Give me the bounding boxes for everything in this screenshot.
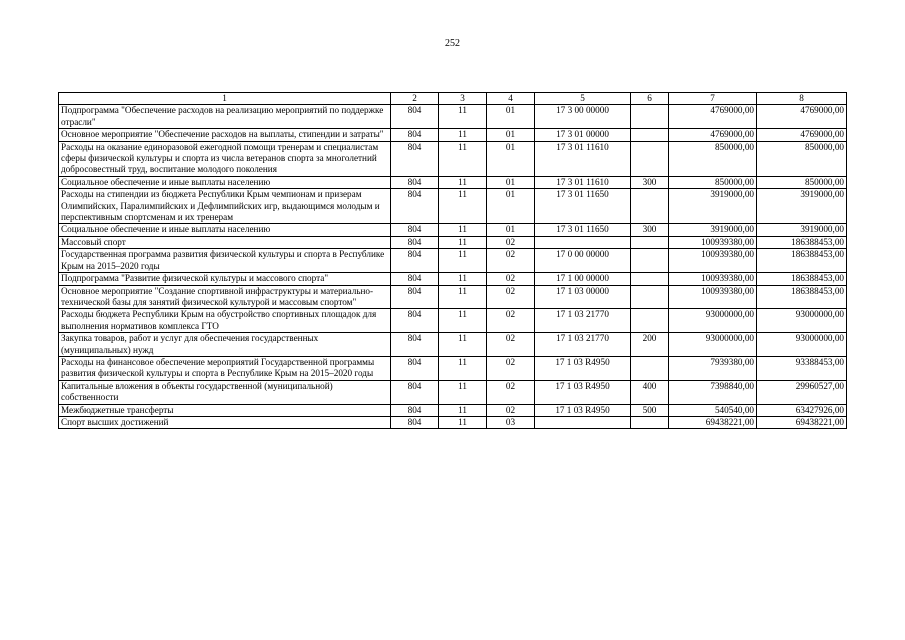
cell-expense-type (631, 141, 669, 176)
cell-amount-col8: 69438221,00 (757, 416, 847, 428)
cell-expense-type (631, 249, 669, 273)
cell-amount-col7: 7939380,00 (669, 356, 757, 380)
cell-amount-col8: 850000,00 (757, 176, 847, 188)
cell-subsection: 01 (487, 129, 535, 141)
cell-amount-col7: 850000,00 (669, 141, 757, 176)
cell-amount-col7: 7398840,00 (669, 380, 757, 404)
cell-subsection: 02 (487, 380, 535, 404)
cell-ministry-code: 804 (391, 224, 439, 236)
cell-section: 11 (439, 105, 487, 129)
cell-name: Основное мероприятие "Создание спортивной инфраструктуры и материально-технической базы для занятий физической культурой и массовым спортом" (59, 285, 391, 309)
cell-name: Основное мероприятие "Обеспечение расходов на выплаты, стипендии и затраты" (59, 129, 391, 141)
cell-ministry-code: 804 (391, 236, 439, 248)
col-header: 5 (535, 93, 631, 105)
cell-expense-type: 200 (631, 333, 669, 357)
cell-target-article: 17 1 00 00000 (535, 273, 631, 285)
col-header: 2 (391, 93, 439, 105)
table-row (59, 380, 847, 404)
cell-subsection: 02 (487, 273, 535, 285)
cell-ministry-code: 804 (391, 404, 439, 416)
cell-target-article: 17 1 03 R4950 (535, 356, 631, 380)
cell-subsection: 01 (487, 105, 535, 129)
table-row (59, 285, 847, 309)
cell-amount-col7: 69438221,00 (669, 416, 757, 428)
cell-amount-col8: 93000000,00 (757, 309, 847, 333)
cell-target-article (535, 416, 631, 428)
cell-ministry-code: 804 (391, 285, 439, 309)
cell-section: 11 (439, 356, 487, 380)
cell-section: 11 (439, 380, 487, 404)
cell-amount-col8: 29960527,00 (757, 380, 847, 404)
cell-amount-col8: 93388453,00 (757, 356, 847, 380)
cell-amount-col7: 4769000,00 (669, 105, 757, 129)
cell-name: Закупка товаров, работ и услуг для обеспечения государственных (муниципальных) нужд (59, 333, 391, 357)
cell-subsection: 02 (487, 249, 535, 273)
cell-amount-col8: 4769000,00 (757, 129, 847, 141)
cell-name: Расходы на оказание единоразовой ежегодной помощи тренерам и специалистам сферы физической культуры и спорта из числа ветеранов спорта за многолетний добросовестный труд, воспитание молодого поколения (59, 141, 391, 176)
cell-amount-col7: 850000,00 (669, 176, 757, 188)
cell-name: Расходы бюджета Республики Крым на обустройство спортивных площадок для выполнения нормативов комплекса ГТО (59, 309, 391, 333)
cell-section: 11 (439, 285, 487, 309)
cell-ministry-code: 804 (391, 333, 439, 357)
cell-name: Межбюджетные трансферты (59, 404, 391, 416)
cell-amount-col8: 850000,00 (757, 141, 847, 176)
cell-subsection: 02 (487, 404, 535, 416)
cell-ministry-code: 804 (391, 356, 439, 380)
table-row (59, 105, 847, 129)
cell-expense-type: 300 (631, 224, 669, 236)
cell-name: Расходы на стипендии из бюджета Республики Крым чемпионам и призерам Олимпийских, Паралимпийских и Дефлимпийских игр, выдающимся молодым и перспективным спортсменам и их тренерам (59, 189, 391, 224)
cell-target-article: 17 1 03 21770 (535, 333, 631, 357)
cell-ministry-code: 804 (391, 309, 439, 333)
cell-amount-col7: 93000000,00 (669, 333, 757, 357)
cell-name: Социальное обеспечение и иные выплаты населению (59, 224, 391, 236)
cell-section: 11 (439, 416, 487, 428)
cell-ministry-code: 804 (391, 249, 439, 273)
cell-amount-col7: 100939380,00 (669, 285, 757, 309)
cell-ministry-code: 804 (391, 129, 439, 141)
cell-section: 11 (439, 176, 487, 188)
header-row (59, 93, 847, 105)
cell-name: Социальное обеспечение и иные выплаты населению (59, 176, 391, 188)
cell-section: 11 (439, 224, 487, 236)
cell-amount-col8: 3919000,00 (757, 189, 847, 224)
cell-expense-type (631, 285, 669, 309)
cell-expense-type (631, 309, 669, 333)
cell-expense-type (631, 236, 669, 248)
cell-target-article: 17 3 01 00000 (535, 129, 631, 141)
cell-subsection: 02 (487, 356, 535, 380)
cell-ministry-code: 804 (391, 380, 439, 404)
table-row (59, 404, 847, 416)
cell-target-article: 17 0 00 00000 (535, 249, 631, 273)
cell-amount-col7: 3919000,00 (669, 224, 757, 236)
table-row (59, 224, 847, 236)
cell-subsection: 01 (487, 176, 535, 188)
cell-expense-type (631, 105, 669, 129)
cell-expense-type (631, 189, 669, 224)
table-row (59, 249, 847, 273)
cell-amount-col7: 540540,00 (669, 404, 757, 416)
table-row (59, 333, 847, 357)
cell-subsection: 02 (487, 309, 535, 333)
cell-section: 11 (439, 309, 487, 333)
cell-amount-col8: 3919000,00 (757, 224, 847, 236)
col-header: 4 (487, 93, 535, 105)
cell-name: Расходы на финансовое обеспечение мероприятий Государственной программы развития физической культуры и спорта в Республике Крым на 2015–2020 годы (59, 356, 391, 380)
cell-subsection: 02 (487, 236, 535, 248)
cell-amount-col7: 3919000,00 (669, 189, 757, 224)
cell-name: Спорт высших достижений (59, 416, 391, 428)
cell-target-article (535, 236, 631, 248)
cell-amount-col8: 4769000,00 (757, 105, 847, 129)
table-row (59, 356, 847, 380)
cell-target-article: 17 1 03 00000 (535, 285, 631, 309)
cell-amount-col7: 100939380,00 (669, 236, 757, 248)
col-header: 6 (631, 93, 669, 105)
table-row (59, 189, 847, 224)
table-row (59, 236, 847, 248)
cell-amount-col8: 186388453,00 (757, 249, 847, 273)
cell-amount-col8: 186388453,00 (757, 285, 847, 309)
cell-target-article: 17 1 03 R4950 (535, 380, 631, 404)
cell-section: 11 (439, 273, 487, 285)
cell-amount-col8: 186388453,00 (757, 236, 847, 248)
cell-name: Государственная программа развития физической культуры и спорта в Республике Крым на 2015–2020 годы (59, 249, 391, 273)
col-header: 8 (757, 93, 847, 105)
cell-target-article: 17 1 03 R4950 (535, 404, 631, 416)
cell-subsection: 03 (487, 416, 535, 428)
table-row (59, 176, 847, 188)
col-header: 7 (669, 93, 757, 105)
cell-ministry-code: 804 (391, 416, 439, 428)
table-row (59, 273, 847, 285)
cell-name: Подпрограмма "Развитие физической культуры и массового спорта" (59, 273, 391, 285)
cell-name: Массовый спорт (59, 236, 391, 248)
table-row (59, 129, 847, 141)
cell-expense-type (631, 129, 669, 141)
cell-target-article: 17 3 01 11610 (535, 176, 631, 188)
cell-amount-col7: 100939380,00 (669, 249, 757, 273)
col-header: 3 (439, 93, 487, 105)
cell-expense-type: 300 (631, 176, 669, 188)
cell-subsection: 01 (487, 189, 535, 224)
cell-target-article: 17 1 03 21770 (535, 309, 631, 333)
cell-section: 11 (439, 189, 487, 224)
cell-section: 11 (439, 129, 487, 141)
cell-section: 11 (439, 141, 487, 176)
cell-name: Капитальные вложения в объекты государственной (муниципальной) собственности (59, 380, 391, 404)
cell-target-article: 17 3 00 00000 (535, 105, 631, 129)
cell-expense-type: 400 (631, 380, 669, 404)
cell-section: 11 (439, 333, 487, 357)
cell-expense-type (631, 273, 669, 285)
cell-target-article: 17 3 01 11610 (535, 141, 631, 176)
cell-section: 11 (439, 236, 487, 248)
cell-subsection: 02 (487, 333, 535, 357)
cell-expense-type (631, 356, 669, 380)
cell-subsection: 01 (487, 224, 535, 236)
cell-amount-col8: 93000000,00 (757, 333, 847, 357)
cell-amount-col7: 93000000,00 (669, 309, 757, 333)
cell-section: 11 (439, 404, 487, 416)
cell-amount-col7: 4769000,00 (669, 129, 757, 141)
cell-ministry-code: 804 (391, 141, 439, 176)
cell-ministry-code: 804 (391, 273, 439, 285)
table-row (59, 309, 847, 333)
cell-expense-type (631, 416, 669, 428)
table-row (59, 416, 847, 428)
cell-amount-col8: 63427926,00 (757, 404, 847, 416)
cell-target-article: 17 3 01 11650 (535, 189, 631, 224)
cell-section: 11 (439, 249, 487, 273)
cell-amount-col7: 100939380,00 (669, 273, 757, 285)
cell-ministry-code: 804 (391, 105, 439, 129)
cell-name: Подпрограмма "Обеспечение расходов на реализацию мероприятий по поддержке отрасли" (59, 105, 391, 129)
col-header: 1 (59, 93, 391, 105)
page-number: 252 (445, 38, 460, 49)
cell-subsection: 01 (487, 141, 535, 176)
cell-ministry-code: 804 (391, 176, 439, 188)
cell-expense-type: 500 (631, 404, 669, 416)
cell-amount-col8: 186388453,00 (757, 273, 847, 285)
cell-target-article: 17 3 01 11650 (535, 224, 631, 236)
table-row (59, 141, 847, 176)
budget-table (58, 92, 847, 429)
cell-ministry-code: 804 (391, 189, 439, 224)
cell-subsection: 02 (487, 285, 535, 309)
